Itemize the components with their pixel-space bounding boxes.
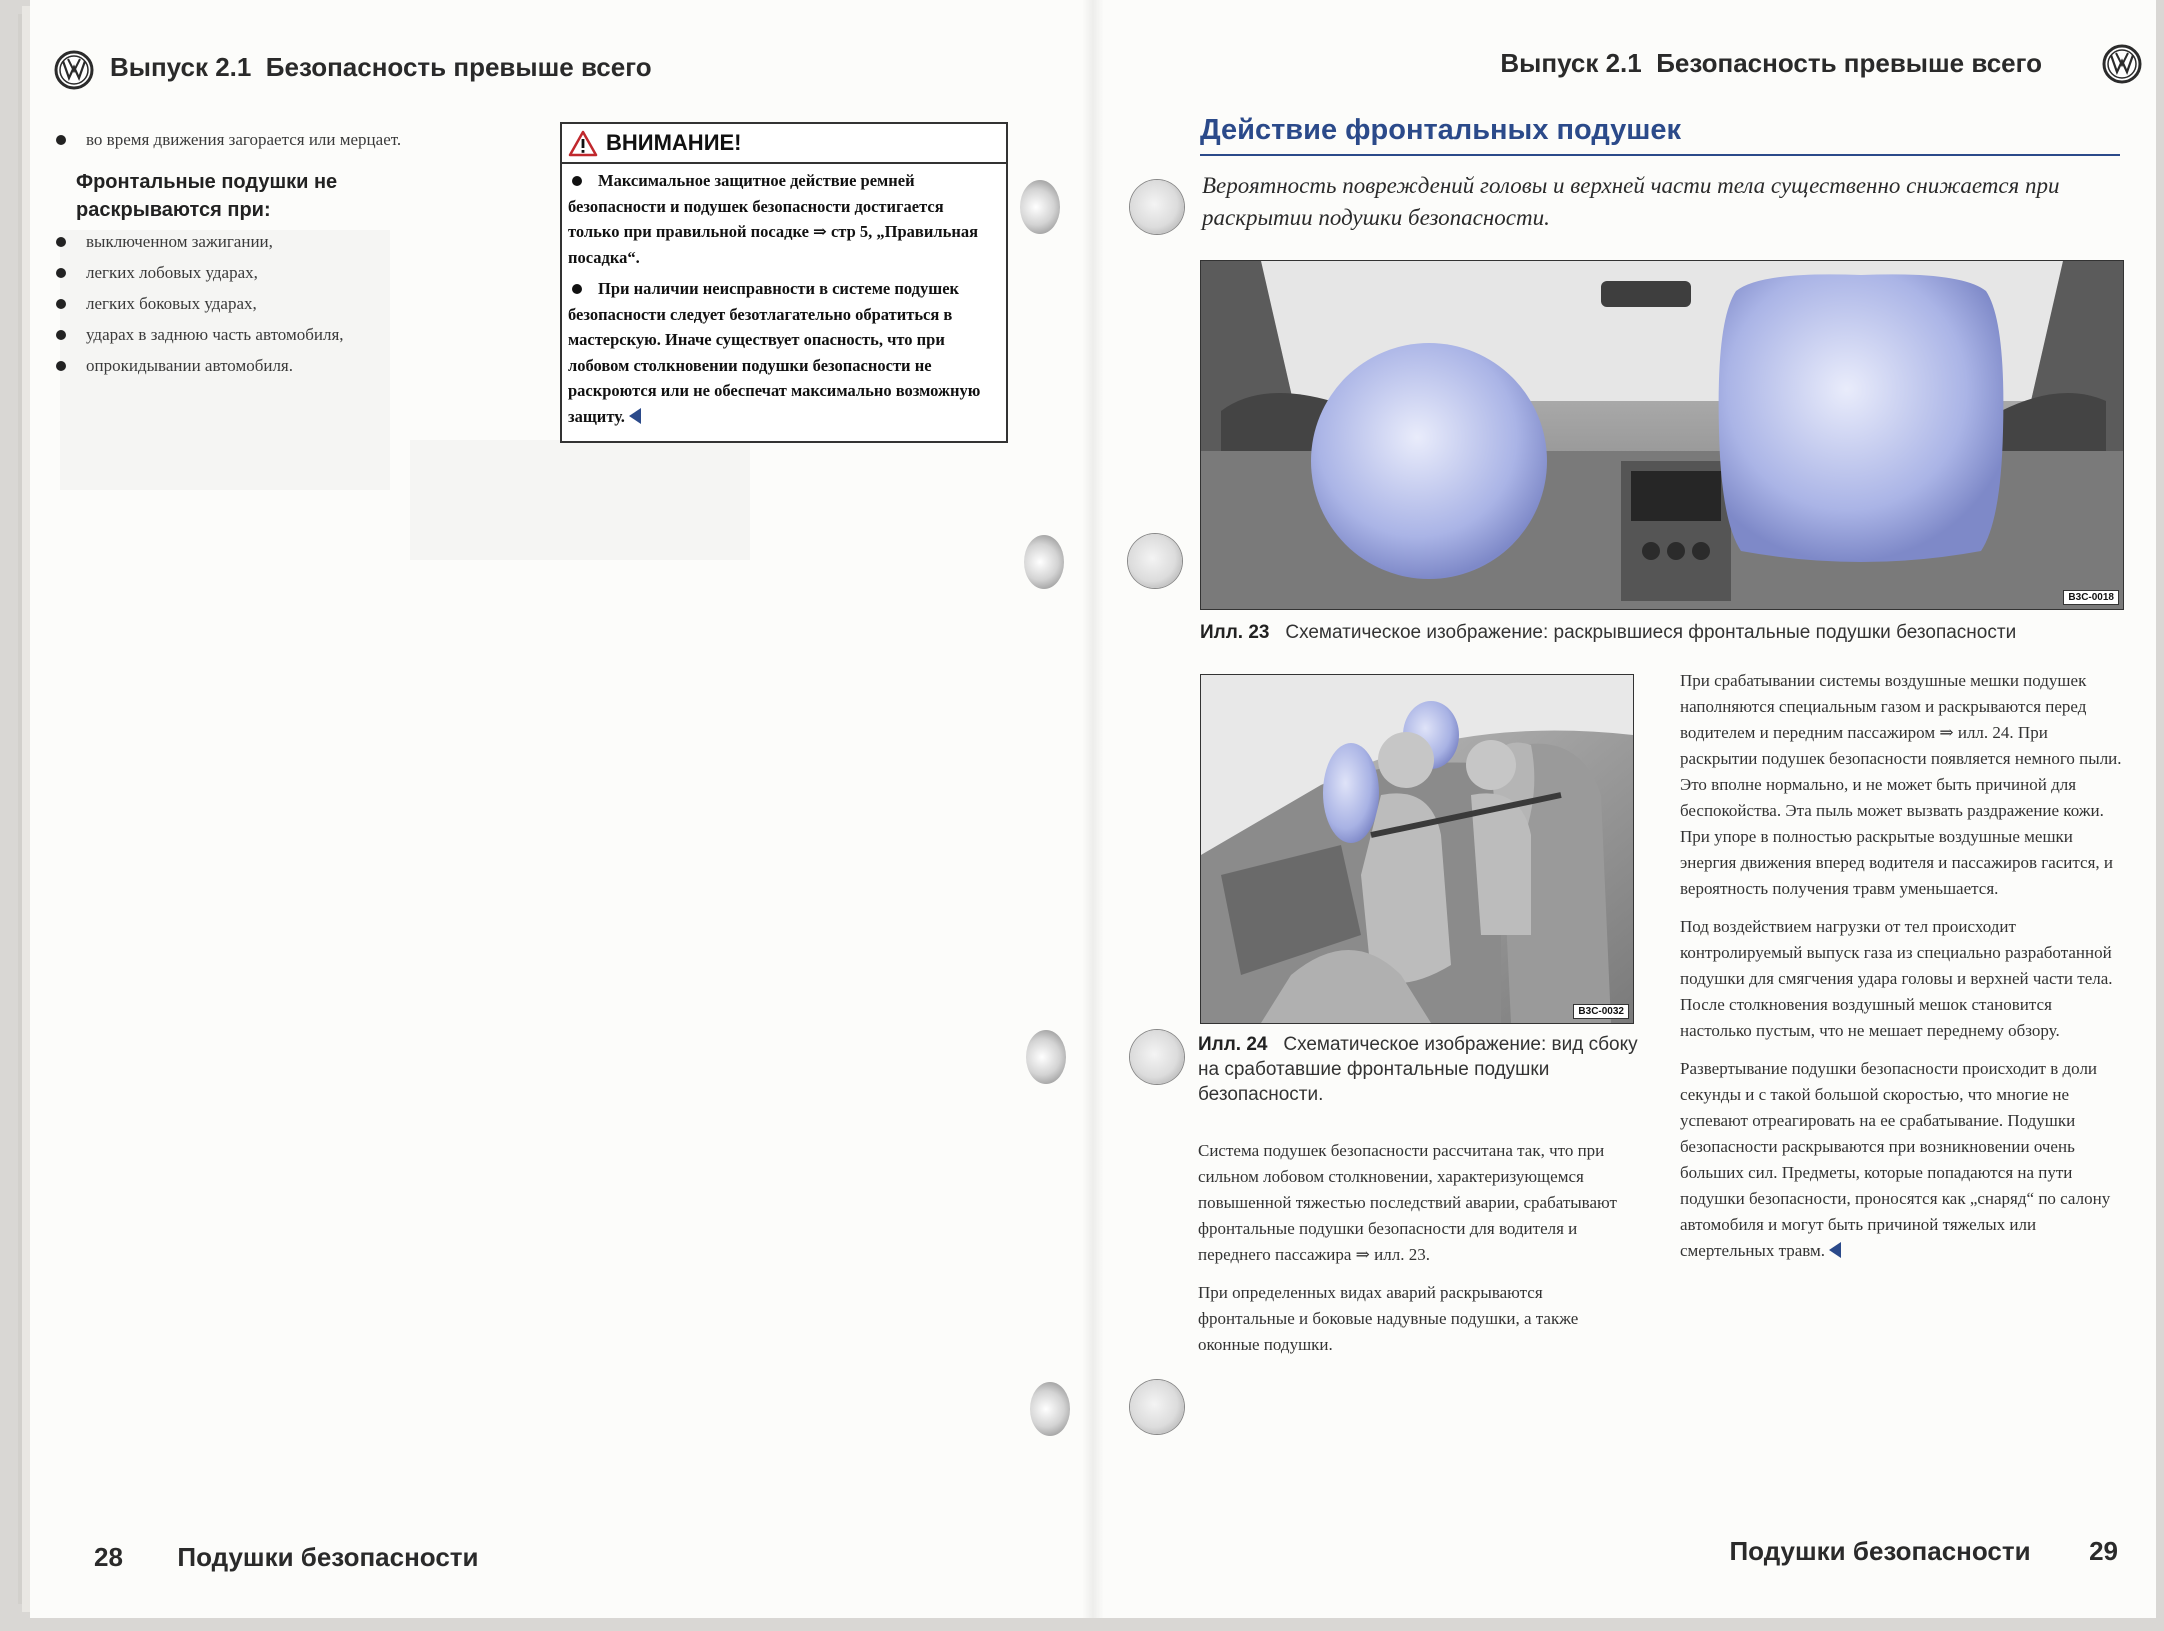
- footer-title: Подушки безопасности: [177, 1542, 479, 1572]
- binder-ring: [1024, 535, 1064, 589]
- figure-caption-text: Схематическое изображение: вид сбоку на сработавшие фронтальные подушки безопасности.: [1198, 1034, 1638, 1105]
- binder-hole-icon: [1128, 534, 1182, 588]
- paragraph: Под воздействием нагрузки от тел происходит контролируемый выпуск газа из специально разработанной подушки для смягчения удара головы и верхней части тела. После столкновения воздушный мешок становится настолько пустым, что не мешает переднему обзору.: [1680, 917, 2113, 1040]
- page-footer: [94, 1542, 479, 1573]
- list-item: ударах в заднюю часть автомобиля,: [52, 319, 512, 350]
- warning-title: ВНИМАНИЕ!: [606, 130, 742, 155]
- page-header: [1500, 48, 2042, 79]
- figure-23-caption: [1200, 620, 2130, 645]
- binder-ring: [1020, 180, 1060, 234]
- list-item: опрокидывании автомобиля.: [52, 350, 512, 381]
- paragraph: [1680, 1056, 2122, 1264]
- figure-24: [1200, 674, 1634, 1024]
- conditions-heading: Фронтальные подушки не раскрываются при:: [76, 171, 338, 221]
- end-mark-icon: [1829, 1242, 1841, 1258]
- gutter-shadow: [1082, 0, 1104, 1618]
- binder-hole-icon: [1130, 1380, 1184, 1434]
- figure-24-caption: [1198, 1032, 1638, 1107]
- right-page: [1092, 0, 2156, 1618]
- warning-header: [562, 124, 1006, 164]
- paragraph-text: Развертывание подушки безопасности происходит в доли секунды и с такой большой скоростью, что многие не успевают отреагировать на ее срабатывание. Подушки безопасности раскрываются при возникновении очень больших сил. Предметы, которые попадаются на пути подушки безопасности, проносятся как „снаряд“ по салону автомобиля и могут быть причиной тяжелых или смертельных травм.: [1680, 1059, 2111, 1260]
- footer-title: Подушки безопасности: [1729, 1536, 2031, 1566]
- airbags-front-illustration: [1201, 261, 2123, 609]
- header-section: Выпуск 2.1: [110, 52, 252, 82]
- figure-23: [1200, 260, 2124, 610]
- intro-list: [52, 124, 522, 155]
- right-column-text: [1680, 668, 2122, 1276]
- warning-item-text: При наличии неисправности в системе подушек безопасности следует безотлагательно обратиться в мастерскую. Иначе существует опасность, что при лобовом столкновении подушки безопасности не раскроются или не обеспечат максимально возможную защиту.: [568, 279, 981, 426]
- vw-logo-icon: [54, 50, 94, 90]
- end-mark-icon: [629, 408, 641, 424]
- binder-ring: [1026, 1030, 1066, 1084]
- list-item: выключенном зажигании,: [52, 226, 512, 257]
- conditions-list: [52, 226, 512, 381]
- airbags-side-illustration: [1201, 675, 1633, 1023]
- warning-triangle-icon: [568, 130, 598, 157]
- figure-label: Илл. 23: [1200, 622, 1270, 643]
- paragraph: Система подушек безопасности рассчитана так, что при сильном лобовом столкновении, характеризующемся повышенной тяжестью последствий аварии, срабатывают фронтальные подушки безопасности для водителя и переднего пассажира ⇒ илл. 23.: [1198, 1141, 1617, 1264]
- page-footer: [1729, 1536, 2118, 1567]
- header-section: Выпуск 2.1: [1500, 48, 1642, 78]
- left-page: [30, 0, 1092, 1618]
- figure-code: B3C-0032: [1573, 1004, 1629, 1019]
- list-item: во время движения загорается или мерцает.: [52, 124, 522, 155]
- warning-item: Максимальное защитное действие ремней безопасности и подушек безопасности достигается только при правильной посадке ⇒ стр 5, „Правильная посадка“.: [568, 168, 998, 270]
- page-number: 28: [94, 1542, 123, 1572]
- warning-box: [560, 122, 1008, 443]
- paragraph: При срабатывании системы воздушные мешки подушек наполняются специальным газом и раскрываются перед водителем и передним пассажиром ⇒ илл. 24. При раскрытии подушек безопасности появляется немного пыли. Это вполне нормально, и не может быть причиной для беспокойства. Эта пыль может вызвать раздражение кожи. При упоре в полностью раскрытые воздушные мешки энергия движения вперед водителя и пассажиров гасится, и вероятность получения травм уменьшается.: [1680, 671, 2122, 898]
- list-item: легких лобовых ударах,: [52, 257, 512, 288]
- section-heading: Действие фронтальных подушек: [1200, 114, 1682, 146]
- page-header: [110, 52, 652, 83]
- page-number: 29: [2089, 1536, 2118, 1566]
- heading-rule: [1200, 154, 2120, 156]
- lead-paragraph: Вероятность повреждений головы и верхней части тела существенно снижается при раскрытии подушки безопасности.: [1202, 173, 2060, 230]
- binder-hole-icon: [1130, 1030, 1184, 1084]
- figure-code: B3C-0018: [2063, 590, 2119, 605]
- left-column-text: [1198, 1138, 1638, 1370]
- paragraph: При определенных видах аварий раскрываются фронтальные и боковые надувные подушки, а также оконные подушки.: [1198, 1283, 1579, 1354]
- figure-caption-text: Схематическое изображение: раскрывшиеся фронтальные подушки безопасности: [1285, 622, 2017, 643]
- binder-ring: [1030, 1382, 1070, 1436]
- warning-body: [562, 164, 1006, 441]
- figure-label: Илл. 24: [1198, 1034, 1268, 1055]
- warning-item: [568, 276, 998, 429]
- header-title: Безопасность превыше всего: [1656, 48, 2042, 78]
- header-title: Безопасность превыше всего: [265, 52, 652, 82]
- vw-logo-icon: [2102, 44, 2142, 84]
- binder-hole-icon: [1130, 180, 1184, 234]
- list-item: легких боковых ударах,: [52, 288, 512, 319]
- show-through: [410, 440, 750, 560]
